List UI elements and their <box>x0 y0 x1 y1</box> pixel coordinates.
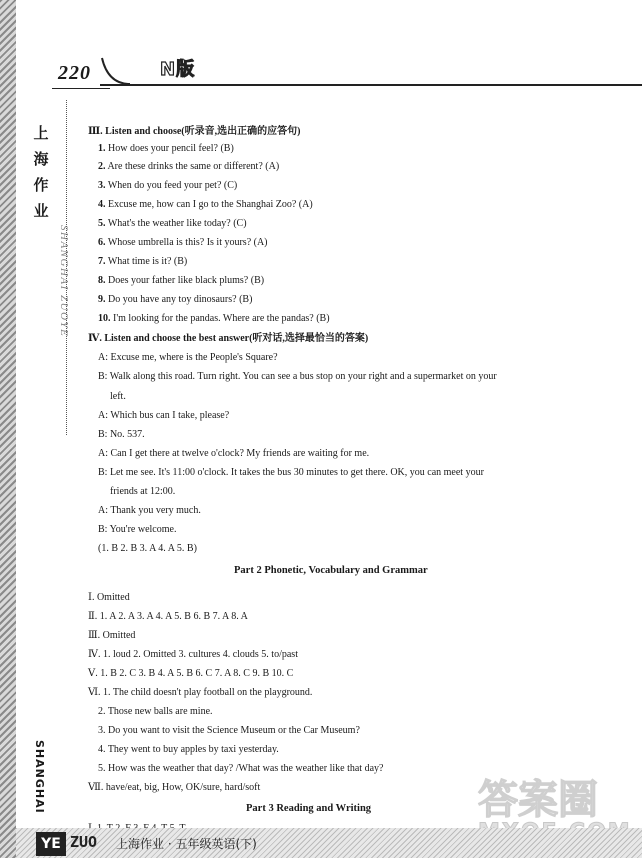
dialogue-line: B: You're welcome. <box>98 524 177 535</box>
dialogue-line: A: Can I get there at twelve o'clock? My friends are waiting for me. <box>98 448 370 459</box>
dialogue-line: B: Let me see. It's 11:00 o'clock. It takes the bus 30 minutes to get there. OK, you can meet your <box>98 467 484 478</box>
item-number: 4. <box>98 199 106 210</box>
item-text: Are these drinks the same or different? (A) <box>107 161 280 172</box>
side-title-char: 作 <box>33 176 49 194</box>
answer-line <box>98 199 313 211</box>
answer-line <box>98 313 330 325</box>
page-number: 220 <box>58 62 91 84</box>
side-title-char: 上 <box>33 124 49 142</box>
edition-badge: N版 <box>160 59 196 80</box>
dialogue-line: A: Which bus can I take, please? <box>98 410 230 421</box>
item-text: Does your father like black plums? (B) <box>108 275 265 286</box>
side-title-char: 业 <box>33 202 49 220</box>
answer-line: Ⅰ. Omitted <box>88 592 130 603</box>
item-text: What time is it? (B) <box>107 256 188 267</box>
dialogue-line: B: Walk along this road. Turn right. You can see a bus stop on your right and a supermarket on your <box>98 371 497 382</box>
answer-line: 4. They went to buy apples by taxi yesterday. <box>98 744 279 755</box>
footer-bar <box>16 828 642 858</box>
answer-line: 5. How was the weather that day? /What was the weather like that day? <box>98 763 384 774</box>
item-text: I'm looking for the pandas. Where are the pandas? (B) <box>113 313 330 324</box>
item-text: When do you feed your pet? (C) <box>107 180 238 191</box>
dialogue-line: left. <box>110 391 126 402</box>
item-number: 2. <box>98 161 106 172</box>
answer-line <box>98 256 187 268</box>
answer-line <box>98 275 264 287</box>
footer-badge: YE <box>36 832 66 856</box>
item-text: Excuse me, how can I go to the Shanghai Zoo? (A) <box>108 199 313 210</box>
answer-line <box>98 294 252 306</box>
dialogue-line: A: Excuse me, where is the People's Square? <box>98 352 278 363</box>
part-title: Part 2 Phonetic, Vocabulary and Grammar <box>234 565 428 576</box>
answer-line: 2. Those new balls are mine. <box>98 706 213 717</box>
section-heading: Ⅳ. Listen and choose the best answer(听对话,选择最恰当的答案) <box>88 333 369 344</box>
answer-line: Ⅶ. have/eat, big, How, OK/sure, hard/soft <box>88 782 261 793</box>
watermark-glyphs: 答案圈 <box>478 777 598 823</box>
dialogue-line: B: No. 537. <box>98 429 145 440</box>
item-number: 3. <box>98 180 106 191</box>
answer-line <box>98 143 234 155</box>
item-number: 6. <box>98 237 106 248</box>
answer-line: 3. Do you want to visit the Science Museum or the Car Museum? <box>98 725 360 736</box>
item-number: 1. <box>98 143 106 154</box>
part-title: Part 3 Reading and Writing <box>246 803 372 814</box>
answer-line <box>98 161 279 173</box>
dialogue-line: friends at 12:00. <box>110 486 176 497</box>
item-number: 9. <box>98 294 106 305</box>
side-title-char: 海 <box>33 150 49 168</box>
footer-title: 上海作业 · 五年级英语(下) <box>116 837 257 851</box>
answer-line: Ⅱ. 1. A 2. A 3. A 4. A 5. B 6. B 7. A 8. A <box>88 611 248 622</box>
item-number: 5. <box>98 218 106 229</box>
item-text: How does your pencil feel? (B) <box>108 143 234 154</box>
dialogue-line: A: Thank you very much. <box>98 505 201 516</box>
answer-line <box>98 180 237 192</box>
item-number: 8. <box>98 275 106 286</box>
item-text: What's the weather like today? (C) <box>107 218 247 229</box>
side-pinyin: SHANGHAI ZUOYE <box>58 225 70 338</box>
item-number: 7. <box>98 256 106 267</box>
answer-line: Ⅵ. 1. The child doesn't play football on the playground. <box>88 687 313 698</box>
bottom-side-label: SHANGHAI <box>33 740 46 814</box>
item-number: 10. <box>98 313 111 324</box>
section-heading: Ⅲ. Listen and choose(听录音,选出正确的应答句) <box>88 126 301 137</box>
answer-line: Ⅴ. 1. B 2. C 3. B 4. A 5. B 6. C 7. A 8. C 9. B 10. C <box>88 668 294 679</box>
item-text: Whose umbrella is this? Is it yours? (A) <box>107 237 268 248</box>
answer-line <box>98 237 268 249</box>
answer-line: Ⅲ. Omitted <box>88 630 136 641</box>
footer-code: ZUO <box>70 833 98 851</box>
answer-key-line: (1. B 2. B 3. A 4. A 5. B) <box>98 543 197 554</box>
answer-line <box>98 218 247 230</box>
answer-line: Ⅳ. 1. loud 2. Omitted 3. cultures 4. clouds 5. to/past <box>88 649 298 660</box>
item-text: Do you have any toy dinosaurs? (B) <box>108 294 253 305</box>
